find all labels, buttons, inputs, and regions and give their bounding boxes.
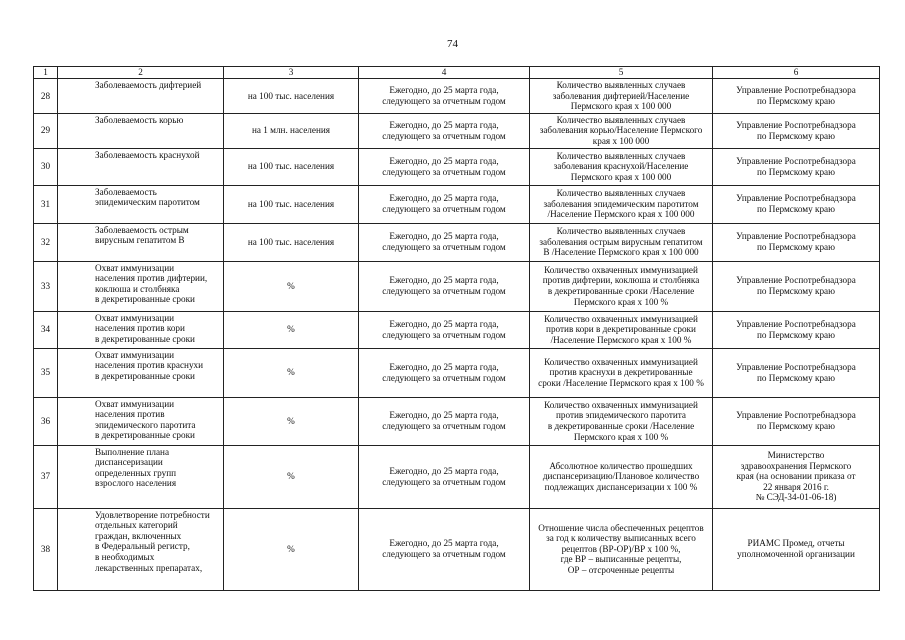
row-number: 28	[40, 90, 51, 101]
unit-of-measure-cell	[224, 348, 359, 397]
table-row	[34, 311, 880, 348]
table-row	[34, 223, 880, 261]
unit-of-measure-cell	[224, 508, 359, 590]
calculation-method: Количество охваченных иммунизацией против эпидемического паротита в декретированные сроки /Население Пермского края х 100 %	[544, 399, 698, 442]
unit-of-measure: %	[287, 471, 295, 482]
calculation-method: Количество выявленных случаев заболевания эпидемическим паротитом /Население Пермского края х 100 000	[543, 188, 699, 220]
calculation-method-cell	[530, 445, 713, 508]
unit-of-measure: %	[287, 415, 295, 426]
data-source: Управление Роспотребнадзора по Пермскому краю	[736, 410, 856, 432]
unit-of-measure-cell	[224, 445, 359, 508]
unit-of-measure: %	[287, 367, 295, 378]
indicator-name-cell	[58, 348, 224, 397]
calculation-method: Количество охваченных иммунизацией против кори в декретированные сроки /Население Пермского края х 100 %	[544, 313, 698, 345]
row-number: 31	[40, 198, 51, 209]
calculation-method-cell	[530, 223, 713, 261]
data-source-cell	[713, 397, 880, 445]
row-number: 29	[40, 125, 51, 136]
data-source-cell	[713, 79, 880, 114]
reporting-deadline: Ежегодно, до 25 марта года, следующего за отчетным годом	[382, 275, 506, 297]
indicator-name-cell	[58, 397, 224, 445]
row-number-cell	[34, 113, 58, 148]
table-row	[34, 113, 880, 148]
row-number-cell	[34, 261, 58, 311]
row-number-cell	[34, 223, 58, 261]
unit-of-measure-cell	[224, 223, 359, 261]
unit-of-measure-cell	[224, 311, 359, 348]
indicator-name-cell	[58, 445, 224, 508]
reporting-deadline: Ежегодно, до 25 марта года, следующего за отчетным годом	[382, 410, 506, 432]
column-header: 3	[224, 67, 359, 79]
row-number: 33	[40, 280, 51, 291]
table-row	[34, 261, 880, 311]
indicator-name: Удовлетворение потребности отдельных категорий граждан, включенных в Федеральный регистр, в необходимых лекарственных препаратах,	[95, 509, 210, 573]
table-row	[34, 508, 880, 590]
calculation-method-cell	[530, 508, 713, 590]
calculation-method: Абсолютное количество прошедших диспансеризацию/Плановое количество подлежащих диспансеризации х 100 %	[542, 460, 700, 492]
indicator-name: Охват иммунизации населения против эпидемического паротита в декретированные сроки	[95, 398, 196, 441]
data-source-cell	[713, 348, 880, 397]
reporting-deadline: Ежегодно, до 25 марта года, следующего за отчетным годом	[382, 318, 506, 340]
row-number-cell	[34, 397, 58, 445]
indicator-name-cell	[58, 79, 224, 114]
reporting-deadline: Ежегодно, до 25 марта года, следующего за отчетным годом	[382, 85, 506, 106]
calculation-method: Количество охваченных иммунизацией против краснухи в декретированные сроки /Население Пермского края х 100 %	[538, 356, 704, 388]
row-number: 36	[40, 415, 51, 426]
indicator-name-cell	[58, 148, 224, 185]
indicator-name-cell	[58, 508, 224, 590]
reporting-deadline-cell	[359, 261, 530, 311]
reporting-deadline-cell	[359, 348, 530, 397]
calculation-method-cell	[530, 185, 713, 223]
calculation-method: Количество выявленных случаев заболевания дифтерией/Население Пермского края х 100 000	[552, 80, 690, 112]
data-source: Управление Роспотребнадзора по Пермскому краю	[736, 231, 856, 253]
unit-of-measure-cell	[224, 397, 359, 445]
indicator-name: Выполнение плана диспансеризации определенных групп взрослого населения	[95, 446, 177, 489]
data-source-cell	[713, 261, 880, 311]
reporting-deadline-cell	[359, 445, 530, 508]
row-number-cell	[34, 79, 58, 114]
reporting-deadline: Ежегодно, до 25 марта года, следующего за отчетным годом	[382, 155, 506, 177]
data-source-cell	[713, 445, 880, 508]
indicator-name-cell	[58, 185, 224, 223]
data-source: Управление Роспотребнадзора по Пермскому краю	[736, 275, 856, 297]
row-number: 35	[40, 367, 51, 378]
data-source-cell	[713, 508, 880, 590]
row-number: 32	[40, 236, 51, 247]
calculation-method: Количество выявленных случаев заболевания краснухой/Население Пермского края х 100 000	[553, 150, 689, 182]
indicator-name-cell	[58, 261, 224, 311]
calculation-method-cell	[530, 148, 713, 185]
row-number: 34	[40, 324, 51, 335]
reporting-deadline-cell	[359, 223, 530, 261]
reporting-deadline-cell	[359, 508, 530, 590]
calculation-method: Количество охваченных иммунизацией против дифтерии, коклюша и столбняка в декретированные сроки /Население Пермского края х 100 %	[542, 264, 700, 307]
reporting-deadline: Ежегодно, до 25 марта года, следующего за отчетным годом	[382, 120, 506, 141]
reporting-deadline-cell	[359, 185, 530, 223]
reporting-deadline: Ежегодно, до 25 марта года, следующего за отчетным годом	[382, 538, 506, 560]
table-row	[34, 185, 880, 223]
calculation-method-cell	[530, 113, 713, 148]
indicators-table	[33, 66, 880, 591]
data-source-cell	[713, 148, 880, 185]
reporting-deadline: Ежегодно, до 25 марта года, следующего за отчетным годом	[382, 361, 506, 383]
calculation-method-cell	[530, 79, 713, 114]
table-row	[34, 148, 880, 185]
unit-of-measure: на 100 тыс. населения	[247, 90, 335, 101]
indicator-name-cell	[58, 223, 224, 261]
indicator-name: Заболеваемость эпидемическим паротитом	[95, 186, 200, 208]
row-number: 37	[40, 471, 51, 482]
indicator-name-cell	[58, 113, 224, 148]
calculation-method-cell	[530, 397, 713, 445]
unit-of-measure-cell	[224, 148, 359, 185]
calculation-method-cell	[530, 261, 713, 311]
indicator-name-cell	[58, 311, 224, 348]
row-number: 38	[40, 543, 51, 554]
data-source: Управление Роспотребнадзора по Пермскому краю	[736, 318, 856, 340]
indicator-name: Заболеваемость краснухой	[95, 149, 200, 160]
reporting-deadline-cell	[359, 79, 530, 114]
unit-of-measure-cell	[224, 113, 359, 148]
page-number: 74	[447, 38, 458, 50]
reporting-deadline-cell	[359, 397, 530, 445]
unit-of-measure: %	[287, 324, 295, 335]
column-header: 1	[34, 67, 58, 79]
column-header: 5	[530, 67, 713, 79]
indicator-name: Охват иммунизации населения против краснухи в декретированные сроки	[95, 349, 204, 381]
data-source: Управление Роспотребнадзора по Пермскому краю	[736, 120, 856, 141]
indicator-name: Охват иммунизации населения против дифтерии, коклюша и столбняка в декретированные сроки	[95, 262, 208, 305]
data-source: Управление Роспотребнадзора по Пермскому краю	[736, 155, 856, 177]
unit-of-measure: на 100 тыс. населения	[247, 198, 335, 209]
data-source: Управление Роспотребнадзора по Пермскому краю	[736, 193, 856, 215]
reporting-deadline-cell	[359, 148, 530, 185]
row-number-cell	[34, 445, 58, 508]
column-header: 6	[713, 67, 880, 79]
row-number-cell	[34, 148, 58, 185]
column-header: 2	[58, 67, 224, 79]
unit-of-measure: на 100 тыс. населения	[247, 236, 335, 247]
unit-of-measure: на 1 млн. населения	[251, 125, 331, 136]
reporting-deadline: Ежегодно, до 25 марта года, следующего за отчетным годом	[382, 193, 506, 215]
reporting-deadline-cell	[359, 311, 530, 348]
column-number-row	[34, 67, 880, 79]
calculation-method: Отношение числа обеспеченных рецептов за год к количеству выписанных всего рецептов (ВР-ОР)/ВР х 100 %, где ВР – выписанные рецепты, ОР – отсроченные рецепты	[538, 522, 704, 575]
calculation-method-cell	[530, 348, 713, 397]
calculation-method: Количество выявленных случаев заболевания корью/Население Пермского края х 100 000	[539, 114, 703, 146]
table-row	[34, 397, 880, 445]
unit-of-measure-cell	[224, 79, 359, 114]
data-source: Управление Роспотребнадзора по Пермскому краю	[736, 85, 856, 106]
reporting-deadline: Ежегодно, до 25 марта года, следующего за отчетным годом	[382, 465, 506, 487]
data-source: Управление Роспотребнадзора по Пермскому краю	[736, 361, 856, 383]
data-source-cell	[713, 185, 880, 223]
reporting-deadline-cell	[359, 113, 530, 148]
data-source: РИАМС Промед, отчеты уполномоченной организации	[737, 538, 855, 560]
table-row	[34, 79, 880, 114]
table-row	[34, 445, 880, 508]
reporting-deadline: Ежегодно, до 25 марта года, следующего за отчетным годом	[382, 231, 506, 253]
indicator-name: Заболеваемость корью	[95, 114, 184, 125]
calculation-method-cell	[530, 311, 713, 348]
indicator-name: Охват иммунизации населения против кори в декретированные сроки	[95, 312, 195, 344]
data-source-cell	[713, 223, 880, 261]
unit-of-measure: %	[287, 543, 295, 554]
unit-of-measure-cell	[224, 261, 359, 311]
row-number-cell	[34, 348, 58, 397]
unit-of-measure-cell	[224, 185, 359, 223]
unit-of-measure: на 100 тыс. населения	[247, 161, 335, 172]
data-source-cell	[713, 113, 880, 148]
indicator-name: Заболеваемость дифтерией	[95, 80, 202, 90]
row-number-cell	[34, 508, 58, 590]
row-number-cell	[34, 185, 58, 223]
data-source-cell	[713, 311, 880, 348]
unit-of-measure: %	[287, 280, 295, 291]
calculation-method: Количество выявленных случаев заболевания острым вирусным гепатитом В /Население Пермского края х 100 000	[539, 226, 703, 258]
data-source: Министерство здравоохранения Пермского края (на основании приказа от 22 января 2016 г. № СЭД-34-01-06-18)	[736, 450, 856, 503]
indicator-name: Заболеваемость острым вирусным гепатитом В	[95, 224, 189, 246]
row-number: 30	[40, 161, 51, 172]
table-row	[34, 348, 880, 397]
row-number-cell	[34, 311, 58, 348]
column-header: 4	[359, 67, 530, 79]
